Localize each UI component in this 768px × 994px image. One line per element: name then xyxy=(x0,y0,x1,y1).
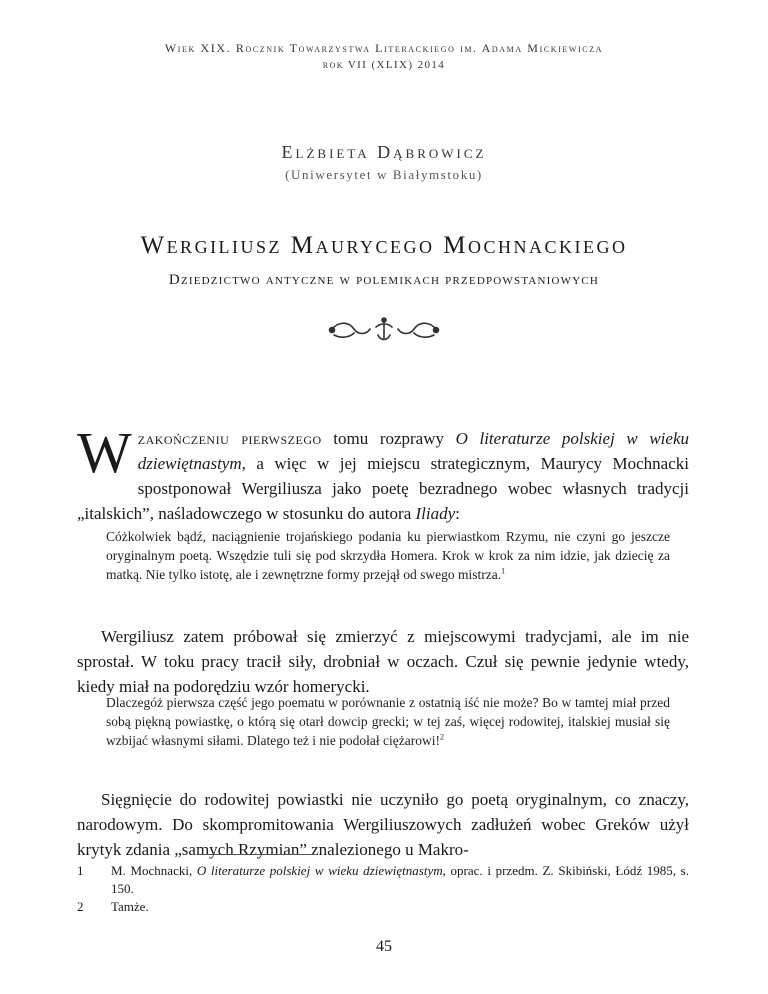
page-number: 45 xyxy=(376,938,392,955)
article-subtitle: Dziedzictwo antyczne w polemikach przedpowstaniowych xyxy=(168,272,600,288)
paragraph-1 xyxy=(77,420,689,526)
footnote-number: 1 xyxy=(77,863,84,878)
footnote-1-text-a: M. Mochnacki, xyxy=(111,863,197,878)
footnote-ref-1[interactable]: 1 xyxy=(501,566,506,576)
footnote-1-italic: O literaturze polskiej w wieku dziewiętnastym xyxy=(196,863,443,878)
footnote-text xyxy=(111,862,689,898)
quote-1-text: Cóżkolwiek bądź, naciągnienie trojańskiego podania ku pierwiastkom Rzymu, nie czyni go jeszcze oryginalnym poetą. Wszędzie tuli się pod skrzydła Homera. Krok w krok za nim idzie, jak dziecię za matką. Nie tylko istotę, ale i zewnętrzne formy przejął od swego mistrza. xyxy=(106,529,670,582)
iliad-ref: Iliady xyxy=(415,504,456,523)
running-head xyxy=(0,40,768,74)
fleuron-ornament-icon xyxy=(324,315,444,345)
paragraph-1-text-c: : xyxy=(455,504,460,523)
opening-smallcaps: zakończeniu pierwszego xyxy=(137,429,322,448)
author-name: Elżbieta Dąbrowicz xyxy=(281,142,487,162)
footnote-text: Tamże. xyxy=(111,899,149,914)
block-quote-2 xyxy=(106,693,670,750)
paragraph-1-text-a: tomu rozprawy xyxy=(321,429,456,448)
article-title: Wergiliusz Maurycego Mochnackiego xyxy=(140,232,628,259)
paragraph-3: Sięgnięcie do rodowitej powiastki nie uczyniło go poetą oryginalnym, co znaczy, narodowym. Do skompromitowania Wergiliuszowych zadłużeń wobec Greków użył krytyk zdania „samych Rzymian” znalezionego u Makro- xyxy=(77,790,689,859)
author-affiliation: (Uniwersytet w Białymstoku) xyxy=(285,167,483,182)
footnote-1 xyxy=(77,862,689,898)
drop-cap: W xyxy=(77,420,132,485)
journal-volume: rok VII (XLIX) 2014 xyxy=(322,59,446,71)
paragraph-2: Wergiliusz zatem próbował się zmierzyć z miejscowymi tradycjami, ale im nie sprostał. W toku pracy tracił siły, drobniał w oczach. Czuł się pewnie jedynie wtedy, kiedy miał na podorędziu wzór homerycki. xyxy=(77,627,689,696)
footnote-2 xyxy=(77,898,689,916)
journal-title: Wiek XIX. Rocznik Towarzystwa Literackiego im. Adama Mickiewicza xyxy=(164,41,604,55)
footnote-ref-2[interactable]: 2 xyxy=(440,732,445,742)
footnote-1-text-b: , oprac. i przedm. Z. Skibiński, Łódź 1985, s. 150. xyxy=(111,863,689,896)
paragraph-1-text-b: , a więc w jej miejscu strategicznym, Maurycy Mochnacki spostponował Wergiliusza jako poetę bezradnego wobec własnych tradycji „italskich”, naśladowczego w stosunku do autora xyxy=(77,454,689,523)
footnote-number: 2 xyxy=(77,899,84,914)
block-quote-1 xyxy=(106,527,670,584)
footnote-divider xyxy=(198,854,314,855)
quote-2-text: Dlaczegóż pierwsza część jego poematu w porównanie z ostatnią iść nie może? Bo w tamtej miał przed sobą piękną powiastkę, o którą się otarł dowcip grecki; w tej zaś, więcej rodowitej, italskiej musiał się wzbijać własnymi siłami. Dlatego też i nie podołał ciężarowi! xyxy=(106,695,670,748)
book-title-ref: O literaturze polskiej w wieku dziewiętnastym xyxy=(137,429,689,473)
footnotes xyxy=(77,862,689,916)
